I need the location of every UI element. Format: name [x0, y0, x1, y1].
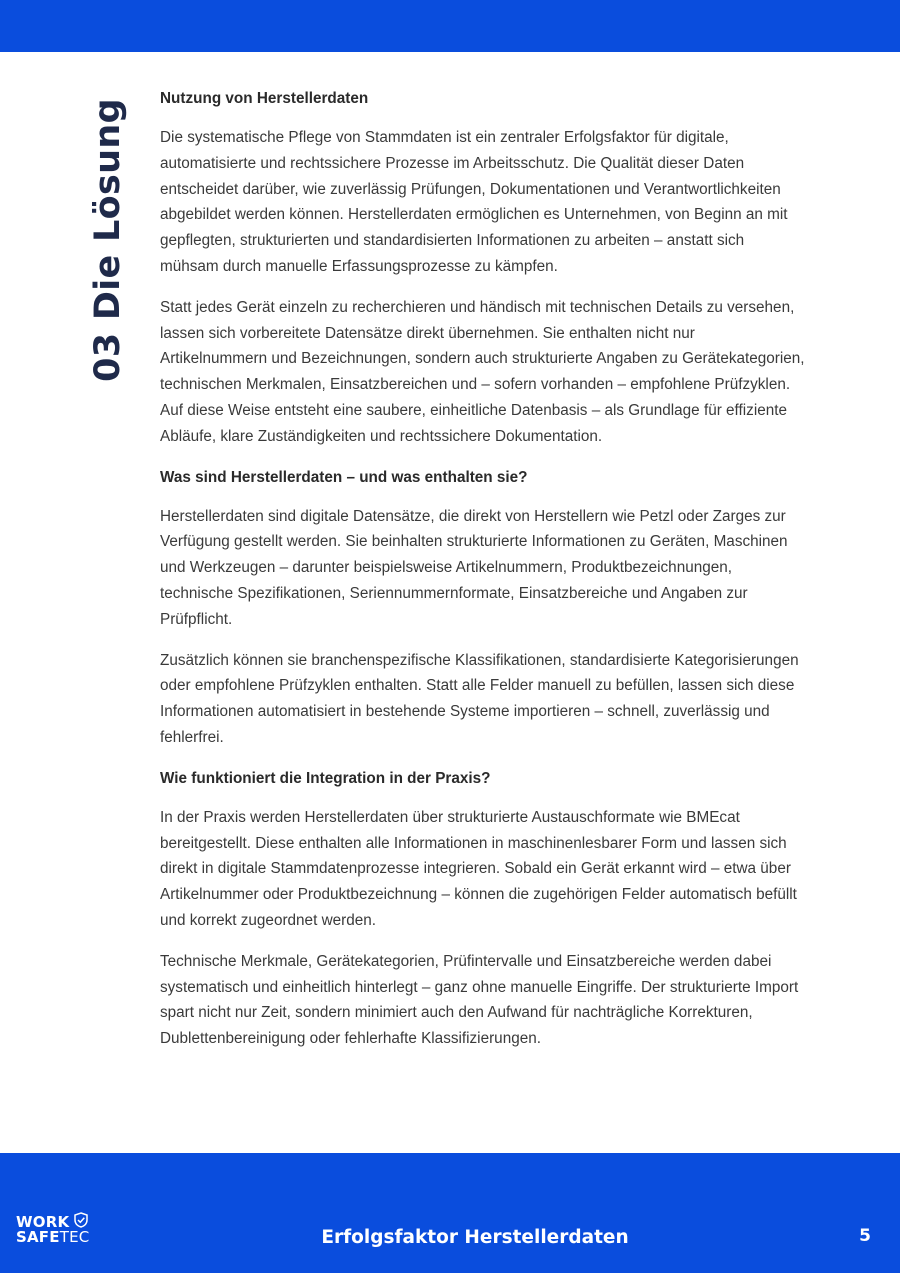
page-number: 5	[859, 1226, 871, 1246]
section-side-title-text: 03 Die Lösung	[88, 98, 128, 382]
logo-line-1: WORK	[16, 1213, 70, 1231]
section-heading-nutzung: Nutzung von Herstellerdaten	[160, 90, 369, 107]
paragraph: Die systematische Pflege von Stammdaten ist ein zentraler Erfolgsfaktor für digitale, automatisierte und rechtssichere Prozesse im Arbeitsschutz. Die Qualität dieser Daten entscheidet darüber, wie zuverlässig Prüfungen, Dokumentationen und Verantwortlichkeiten abgebildet werden können. Herstellerdaten ermöglichen es Unternehmen, von Beginn an mit gepflegten, strukturierten und standardisierten Informationen zu arbeiten – anstatt sich mühsam durch manuelle Erfassungsprozesse zu kämpfen.	[160, 129, 788, 275]
paragraph: Technische Merkmale, Gerätekategorien, Prüfintervalle und Einsatzbereiche werden dabei systematisch und einheitlich hinterlegt – ganz ohne manuelle Eingriffe. Der strukturierte Import spart nicht nur Zeit, sondern minimiert auch den Aufwand für nachträgliche Korrekturen, Dublettenbereinigung oder fehlerhafte Klassifizierungen.	[160, 952, 799, 1048]
logo-tec: TEC	[59, 1228, 90, 1246]
paragraph: Statt jedes Gerät einzeln zu recherchieren und händisch mit technischen Details zu versehen, lassen sich vorbereitete Datensätze direkt übernehmen. Sie enthalten nicht nur Artikelnummern und Bezeichnungen, sondern auch strukturierte Angaben zu Gerätekategorien, technischen Merkmalen, Einsatzbereichen und – sofern vorhanden – empfohlene Prüfzyklen. Auf diese Weise entsteht eine saubere, einheitliche Datenbasis – als Grundlage für effiziente Abläufe, klare Zuständigkeiten und rechtssichere Dokumentation.	[160, 298, 805, 445]
header-bar	[0, 0, 900, 52]
footer-bar	[0, 1153, 900, 1273]
paragraph: Zusätzlich können sie branchenspezifische Klassifikationen, standardisierte Kategorisierungen oder empfohlene Prüfzyklen enthalten. Statt alle Felder manuell zu befüllen, lassen sich diese Informationen automatisiert in bestehende Systeme importieren – schnell, zuverlässig und fehlerfrei.	[160, 651, 799, 746]
paragraph: In der Praxis werden Herstellerdaten über strukturierte Austauschformate wie BMEcat bereitgestellt. Diese enthalten alle Informationen in maschinenlesbarer Form und lassen sich direkt in digitale Stammdatenprozesse integrieren. Sobald ein Gerät erkannt wird – etwa über Artikelnummer oder Produktbezeichnung – können die zugehörigen Felder automatisch befüllt und korrekt zugeordnet werden.	[160, 808, 797, 929]
shield-check-icon	[74, 1212, 88, 1228]
section-heading-was-sind: Was sind Herstellerdaten – und was enthalten sie?	[160, 468, 528, 486]
section-side-title	[68, 90, 148, 390]
main-content	[160, 86, 805, 1067]
logo-safe: SAFE	[16, 1228, 60, 1246]
section-heading-integration: Wie funktioniert die Integration in der Praxis?	[160, 769, 491, 787]
footer-title: Erfolgsfaktor Herstellerdaten	[321, 1227, 629, 1248]
paragraph: Herstellerdaten sind digitale Datensätze, die direkt von Herstellern wie Petzl oder Zarges zur Verfügung gestellt werden. Sie beinhalten strukturierte Informationen zu Geräten, Maschinen und Werkzeugen – darunter beispielsweise Artikelnummern, Produktbezeichnungen, technische Spezifikationen, Seriennummernformate, Einsatzbereiche und Angaben zur Prüfpflicht.	[160, 507, 788, 628]
